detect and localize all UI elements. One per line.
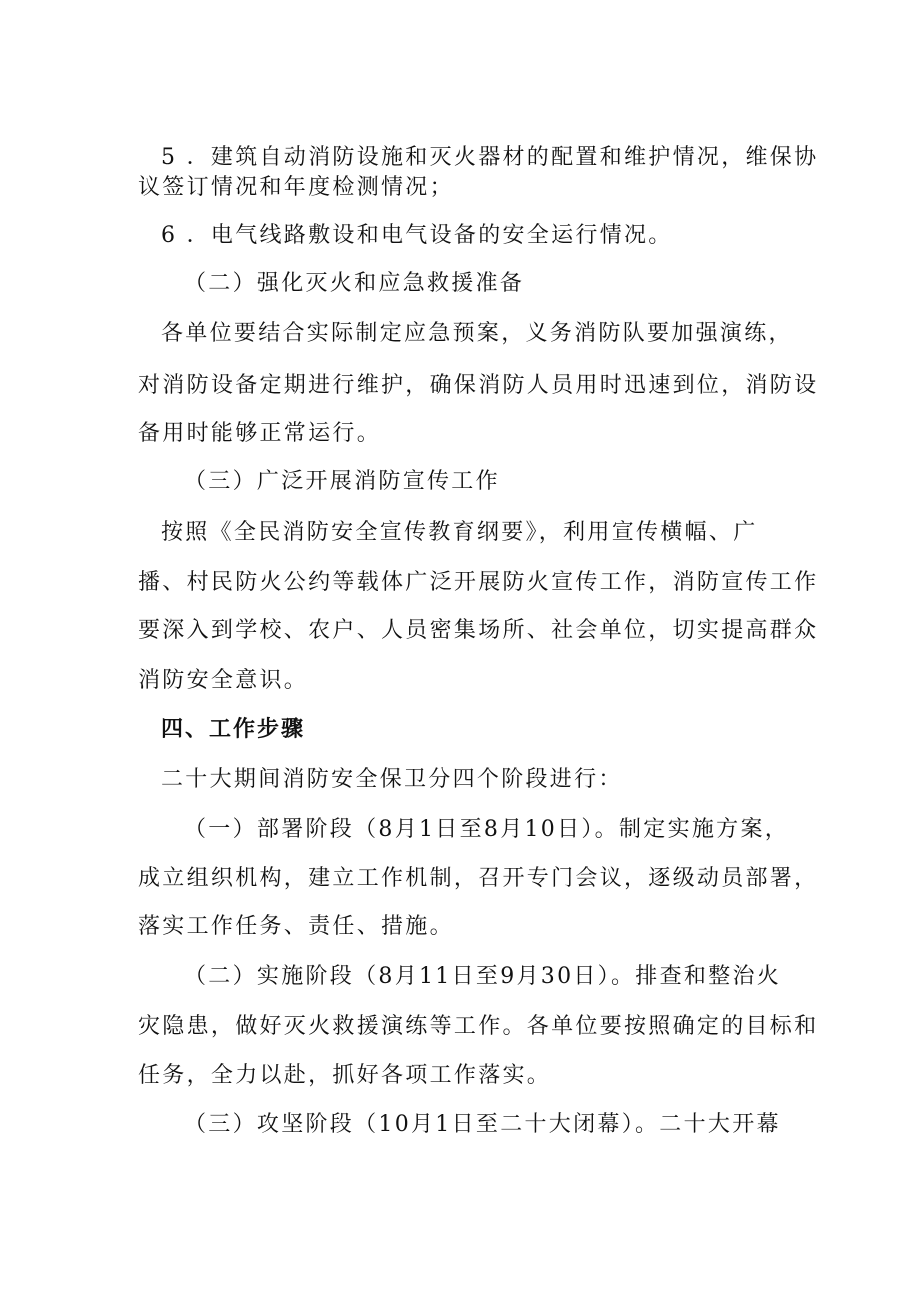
text-line-stage2-2: 灾隐患，做好灭火救援演练等工作。各单位要按照确定的目标和: [138, 1014, 819, 1039]
text-line-item6: 6 ．电气线路敷设和电气设备的安全运行情况。: [161, 223, 673, 248]
text-line-emergency-2: 对消防设备定期进行维护，确保消防人员用时迅速到位，消防设: [138, 373, 819, 398]
text-line-emergency-1: 各单位要结合实际制定应急预案，义务消防队要加强演练，: [161, 321, 793, 346]
subheading-emergency-prep: （二）强化灭火和应急救援准备: [184, 271, 525, 296]
text-line-emergency-3: 备用时能够正常运行。: [138, 421, 382, 446]
text-line-stage3-1: （三）攻坚阶段（10月1日至二十大闭幕）。二十大开幕: [184, 1112, 781, 1137]
text-line-publicity-3: 要深入到学校、农户、人员密集场所、社会单位，切实提高群众: [138, 618, 819, 643]
text-line-stage1-3: 落实工作任务、责任、措施。: [138, 914, 454, 939]
text-line-publicity-4: 消防安全意识。: [138, 668, 309, 693]
text-line-stage2-3: 任务，全力以赴，抓好各项工作落实。: [138, 1063, 552, 1088]
text-line-stage1-2: 成立组织机构，建立工作机制，召开专门会议，逐级动员部署，: [138, 866, 819, 891]
text-line-stage1-1: （一）部署阶段（8月1日至8月10日）。制定实施方案，: [184, 817, 790, 842]
text-line-publicity-2: 播、村民防火公约等载体广泛开展防火宣传工作，消防宣传工作: [138, 570, 819, 595]
text-line-four-stages: 二十大期间消防安全保卫分四个阶段进行：: [161, 767, 623, 792]
text-line-stage2-1: （二）实施阶段（8月11日至9月30日）。排查和整治火: [184, 964, 782, 989]
section-heading-work-steps: 四、工作步骤: [161, 717, 306, 742]
text-line-item5: 5 ．建筑自动消防设施和灭火器材的配置和维护情况，维保协: [161, 145, 819, 170]
text-line-item5-cont: 议签订情况和年度检测情况；: [138, 175, 454, 200]
subheading-publicity: （三）广泛开展消防宣传工作: [184, 469, 500, 494]
text-line-publicity-1: 按照《全民消防安全宣传教育纲要》，利用宣传横幅、广: [161, 520, 758, 545]
